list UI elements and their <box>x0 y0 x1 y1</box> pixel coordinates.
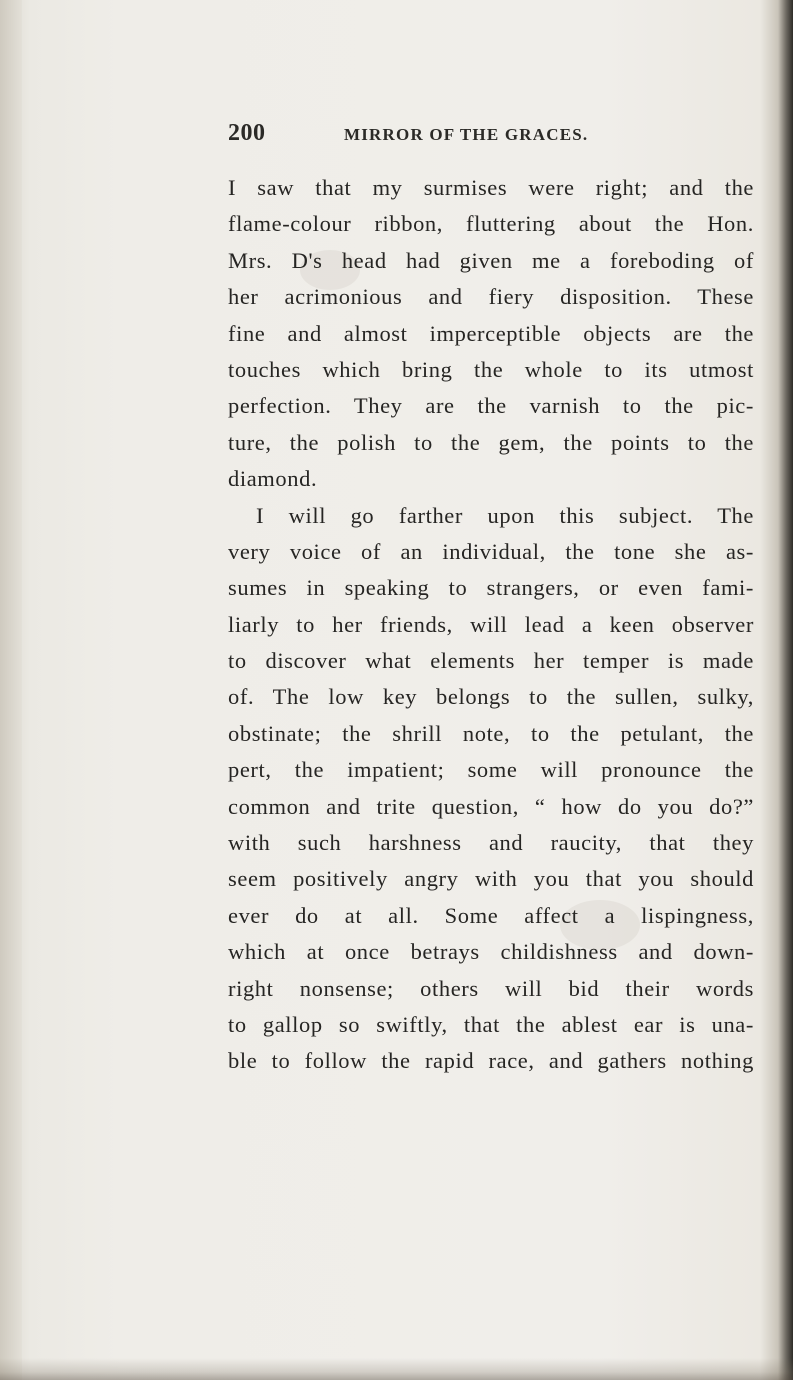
text-line: sumes in speaking to strangers, or even fami- <box>228 575 754 601</box>
text-line: to discover what elements her temper is made <box>228 648 754 674</box>
text-line: diamond. <box>228 466 318 492</box>
text-line: which at once betrays childishness and down- <box>228 939 754 965</box>
paragraph <box>228 170 754 498</box>
text-line: perfection. They are the varnish to the pic- <box>228 393 754 419</box>
text-line: liarly to her friends, will lead a keen observer <box>228 611 754 637</box>
paragraph <box>228 498 754 1080</box>
running-title: MIRROR OF THE GRACES. <box>344 125 589 144</box>
text-line: I will go farther upon this subject. The <box>256 502 754 528</box>
text-line: her acrimonious and fiery disposition. These <box>228 284 754 310</box>
body-text <box>228 170 754 1080</box>
page-bottom-edge <box>0 1358 793 1380</box>
text-line: ble to follow the rapid race, and gathers nothing <box>228 1048 754 1074</box>
text-line: flame-colour ribbon, fluttering about the Hon. <box>228 211 754 237</box>
running-head <box>228 120 728 152</box>
text-line: with such harshness and raucity, that they <box>228 830 754 856</box>
text-line: fine and almost imperceptible objects are the <box>228 320 754 346</box>
text-line: ture, the polish to the gem, the points to the <box>228 429 754 455</box>
text-line: touches which bring the whole to its utmost <box>228 356 754 382</box>
page-number: 200 <box>228 120 266 146</box>
text-line: ever do at all. Some affect a lispingness, <box>228 902 754 928</box>
text-line: very voice of an individual, the tone she as- <box>228 538 754 564</box>
text-line: right nonsense; others will bid their words <box>228 975 754 1001</box>
text-line: obstinate; the shrill note, to the petulant, the <box>228 720 754 746</box>
text-line: seem positively angry with you that you should <box>228 866 754 892</box>
text-line: of. The low key belongs to the sullen, sulky, <box>228 684 754 710</box>
text-line: Mrs. D's head had given me a foreboding of <box>228 247 754 273</box>
text-line: pert, the impatient; some will pronounce the <box>228 757 754 783</box>
text-line: to gallop so swiftly, that the ablest ear is una- <box>228 1011 754 1037</box>
text-line: common and trite question, “ how do you do?” <box>228 793 754 819</box>
binding-edge <box>0 0 22 1380</box>
text-line: I saw that my surmises were right; and the <box>228 175 754 200</box>
